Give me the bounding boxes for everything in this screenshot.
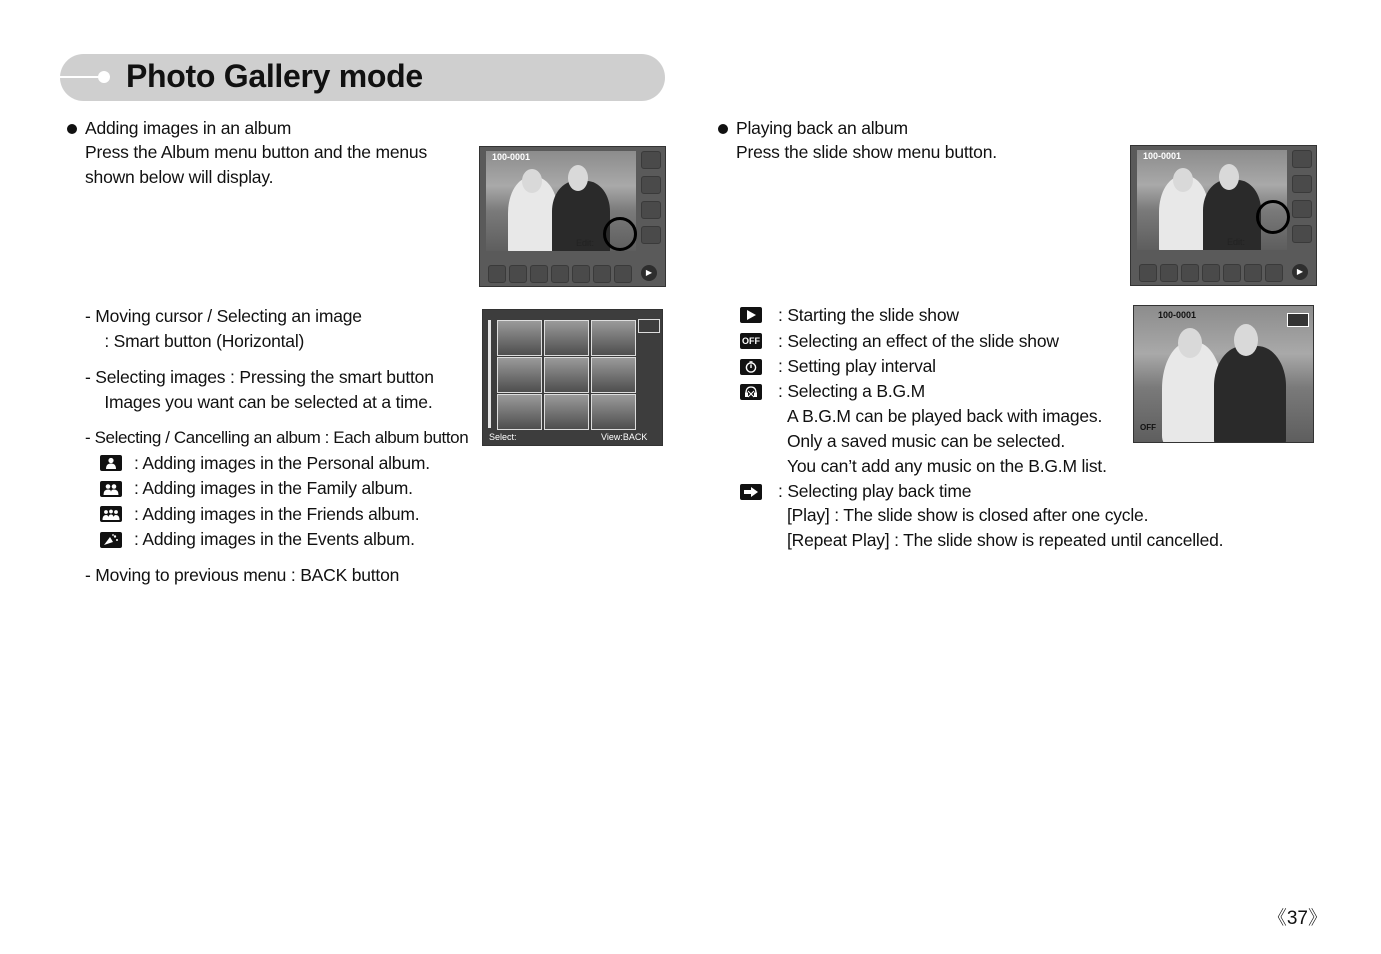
- personal-album-icon: [100, 455, 122, 471]
- page-title: Photo Gallery mode: [126, 58, 423, 94]
- effect-off-icon: OFF: [740, 333, 762, 349]
- instruction-line: : Smart button (Horizontal): [95, 331, 305, 351]
- back-instruction: - Moving to previous menu : BACK button: [85, 565, 400, 585]
- album-button-highlight: [603, 217, 637, 251]
- play-back-time-icon: [740, 484, 762, 500]
- add-desc-line-1: Press the Album menu button and the menus: [85, 142, 428, 162]
- edit-label: Edit:: [1227, 237, 1246, 247]
- section-heading-add: Adding images in an album: [85, 118, 292, 138]
- bullet-icon: [67, 124, 77, 134]
- events-album-icon: [100, 532, 122, 548]
- play-button: ▶: [1292, 264, 1308, 280]
- page-number: 《37》: [1267, 908, 1327, 929]
- edit-label: Edit:: [576, 238, 595, 248]
- bgm-note: Only a saved music can be selected.: [787, 431, 1066, 451]
- playback-note: [Play] : The slide show is closed after one cycle.: [787, 505, 1149, 525]
- instruction-line: Images you want can be selected at a time.: [95, 392, 433, 412]
- bgm-note: A B.G.M can be played back with images.: [787, 406, 1103, 426]
- option-bgm: : Selecting a B.G.M: [778, 381, 925, 401]
- bullet-icon: [718, 124, 728, 134]
- off-label: OFF: [1140, 423, 1156, 432]
- file-number: 100-0001: [492, 152, 531, 162]
- bgm-note: You can’t add any music on the B.G.M list.: [787, 456, 1107, 476]
- camera-screen-slideshow-options: [1133, 305, 1314, 443]
- header-decoration-dot: [98, 71, 110, 83]
- family-album-icon: [100, 481, 122, 497]
- instruction-line: - Moving cursor / Selecting an image: [85, 306, 362, 326]
- play-button: ▶: [641, 265, 657, 281]
- playback-note: [Repeat Play] : The slide show is repeated until cancelled.: [787, 530, 1224, 550]
- play-icon: [740, 307, 762, 323]
- camera-screen-select-images: [482, 309, 663, 446]
- select-label: Select:: [489, 432, 517, 442]
- view-back-label: View:BACK: [601, 432, 648, 442]
- option-interval: : Setting play interval: [778, 356, 936, 376]
- friends-album-icon: [100, 506, 122, 522]
- slideshow-button-highlight: [1256, 200, 1290, 234]
- interval-icon: [740, 359, 762, 375]
- file-number: 100-0001: [1143, 151, 1182, 161]
- section-heading-play: Playing back an album: [736, 118, 908, 138]
- add-desc-line-2: shown below will display.: [85, 167, 274, 187]
- instruction-line: - Selecting / Cancelling an album : Each album button: [85, 428, 469, 447]
- album-item-friends: : Adding images in the Friends album.: [134, 504, 420, 524]
- play-desc: Press the slide show menu button.: [736, 142, 997, 162]
- option-playback-time: : Selecting play back time: [778, 481, 972, 501]
- option-start-slideshow: : Starting the slide show: [778, 305, 959, 325]
- camera-screen-slideshow-menu: [1130, 145, 1317, 286]
- option-effect: : Selecting an effect of the slide show: [778, 331, 1059, 351]
- instruction-line: - Selecting images : Pressing the smart button: [85, 367, 434, 387]
- camera-screen-album-menu: [479, 146, 666, 287]
- album-item-events: : Adding images in the Events album.: [134, 529, 415, 549]
- wedding-photo: [1137, 150, 1287, 250]
- album-item-personal: : Adding images in the Personal album.: [134, 453, 430, 473]
- file-number: 100-0001: [1158, 310, 1197, 320]
- bgm-icon: [740, 384, 762, 400]
- album-item-family: : Adding images in the Family album.: [134, 478, 413, 498]
